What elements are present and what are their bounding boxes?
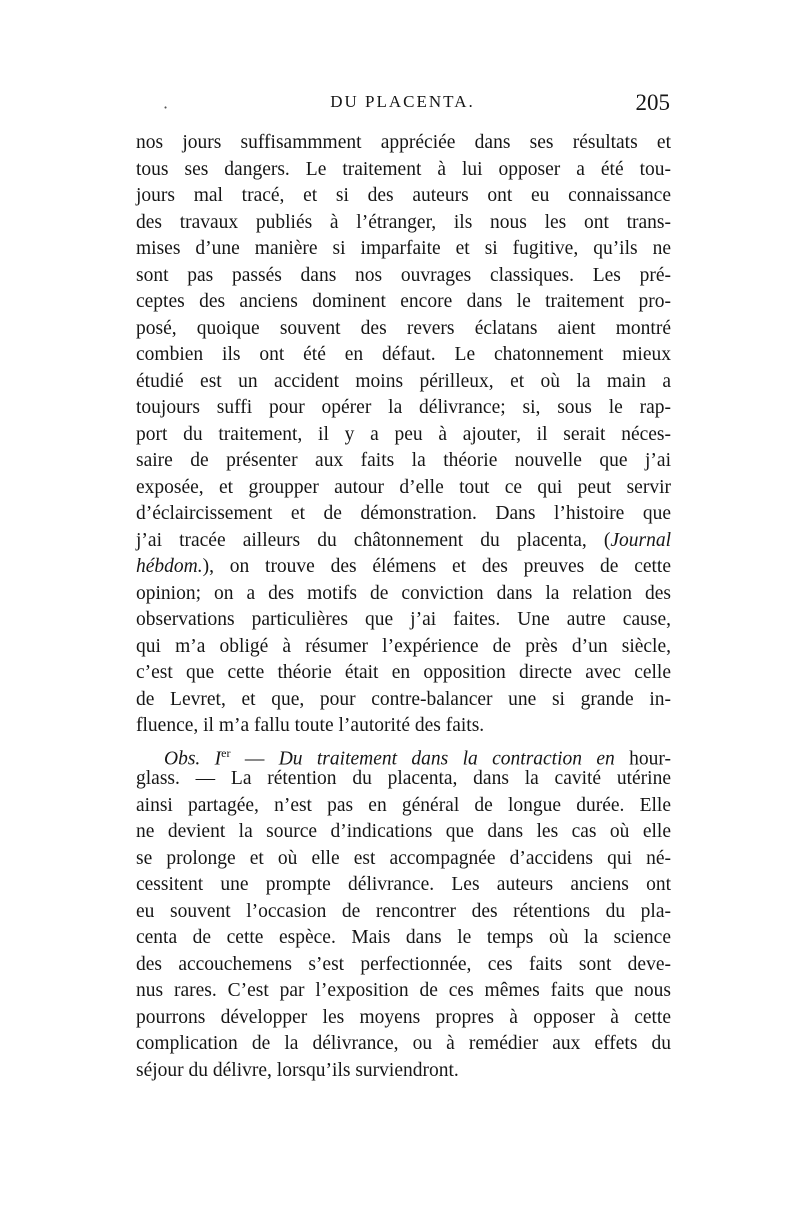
text-line: observations particulières que j’ai faites. Une autre cause, xyxy=(136,609,671,630)
running-title: DU PLACENTA. xyxy=(330,92,475,111)
text-line: glass. — La rétention du placenta, dans la cavité utérine xyxy=(136,768,671,789)
text-line: séjour du délivre, lorsqu’ils surviendront. xyxy=(136,1059,459,1081)
text-line: sont pas passés dans nos ouvrages classiques. Les pré- xyxy=(136,264,671,286)
page-number: 205 xyxy=(635,90,670,115)
obs-title-end: hour- xyxy=(614,748,671,769)
text-line: d’éclaircissement et de démonstration. Dans l’histoire que xyxy=(136,503,671,524)
text-line: nos jours suffisammment appréciée dans ses résultats et xyxy=(136,132,671,153)
obs-title-italic: Du traitement dans la contraction en xyxy=(278,748,615,769)
text-line: des accouchemens s’est perfectionnée, ces faits sont deve- xyxy=(136,953,671,975)
text-line: complication de la délivrance, ou à remédier aux effets du xyxy=(136,1033,671,1054)
text-line: ceptes des anciens dominent encore dans le traitement pro- xyxy=(136,291,671,312)
text-line: ne devient la source d’indications que dans les cas où elle xyxy=(136,821,671,842)
obs-dash: — xyxy=(230,748,279,769)
text-line: toujours suffi pour opérer la délivrance; si, sous le rap- xyxy=(136,397,671,418)
text-line: exposée, et groupper autour d’elle tout ce qui peut servir xyxy=(136,476,671,498)
text-line: qui m’a obligé à résumer l’expérience de près d’un siècle, xyxy=(136,635,671,657)
text-segment: ), on trouve des élémens et des preuves de cette xyxy=(202,556,671,577)
header-ornament: · xyxy=(163,98,169,117)
text-line: de Levret, et que, pour contre-balancer une si grande in- xyxy=(136,688,671,710)
text-segment: j’ai tracée ailleurs du châtonnement du placenta, ( xyxy=(136,529,611,551)
text-line: pourrons développer les moyens propres à opposer à cette xyxy=(136,1006,671,1028)
body-text xyxy=(136,130,671,1084)
running-head xyxy=(135,92,670,122)
text-line-with-citation xyxy=(136,528,671,555)
text-line: opinion; on a des motifs de conviction dans la relation des xyxy=(136,582,671,604)
text-line: fluence, il m’a fallu toute l’autorité des faits. xyxy=(136,715,485,736)
text-line: nus rares. C’est par l’exposition de ces mêmes faits que nous xyxy=(136,980,671,1001)
text-line: posé, quoique souvent des revers éclatans aient montré xyxy=(136,317,671,339)
text-line-with-citation xyxy=(136,554,671,581)
text-line: étudié est un accident moins périlleux, et où la main a xyxy=(136,370,671,392)
text-line: des travaux publiés à l’étranger, ils nous les ont trans- xyxy=(136,211,671,233)
observation-heading xyxy=(136,740,671,767)
obs-label: Obs. I xyxy=(164,748,222,769)
text-line: cessitent une prompte délivrance. Les auteurs anciens ont xyxy=(136,874,671,895)
text-line: ainsi partagée, n’est pas en général de longue durée. Elle xyxy=(136,794,671,816)
citation-italic: hébdom. xyxy=(136,556,203,577)
citation-italic: Journal xyxy=(610,529,671,551)
text-line: c’est que cette théorie était en opposition directe avec celle xyxy=(136,662,671,683)
text-line: mises d’une manière si imparfaite et si fugitive, qu’ils ne xyxy=(136,238,671,259)
text-line: eu souvent l’occasion de rencontrer des rétentions du pla- xyxy=(136,900,671,922)
text-line: port du traitement, il y a peu à ajouter, il serait néces- xyxy=(136,423,671,445)
text-line: saire de présenter aux faits la théorie nouvelle que j’ai xyxy=(136,450,671,471)
text-line: centa de cette espèce. Mais dans le temps où la science xyxy=(136,927,671,948)
text-line: combien ils ont été en défaut. Le chatonnement mieux xyxy=(136,344,671,365)
text-line: jours mal tracé, et si des auteurs ont eu connaissance xyxy=(136,185,671,206)
text-line: se prolonge et où elle est accompagnée d’accidens qui né- xyxy=(136,847,671,869)
text-line: tous ses dangers. Le traitement à lui opposer a été tou- xyxy=(136,158,671,180)
obs-superscript: er xyxy=(221,745,231,760)
